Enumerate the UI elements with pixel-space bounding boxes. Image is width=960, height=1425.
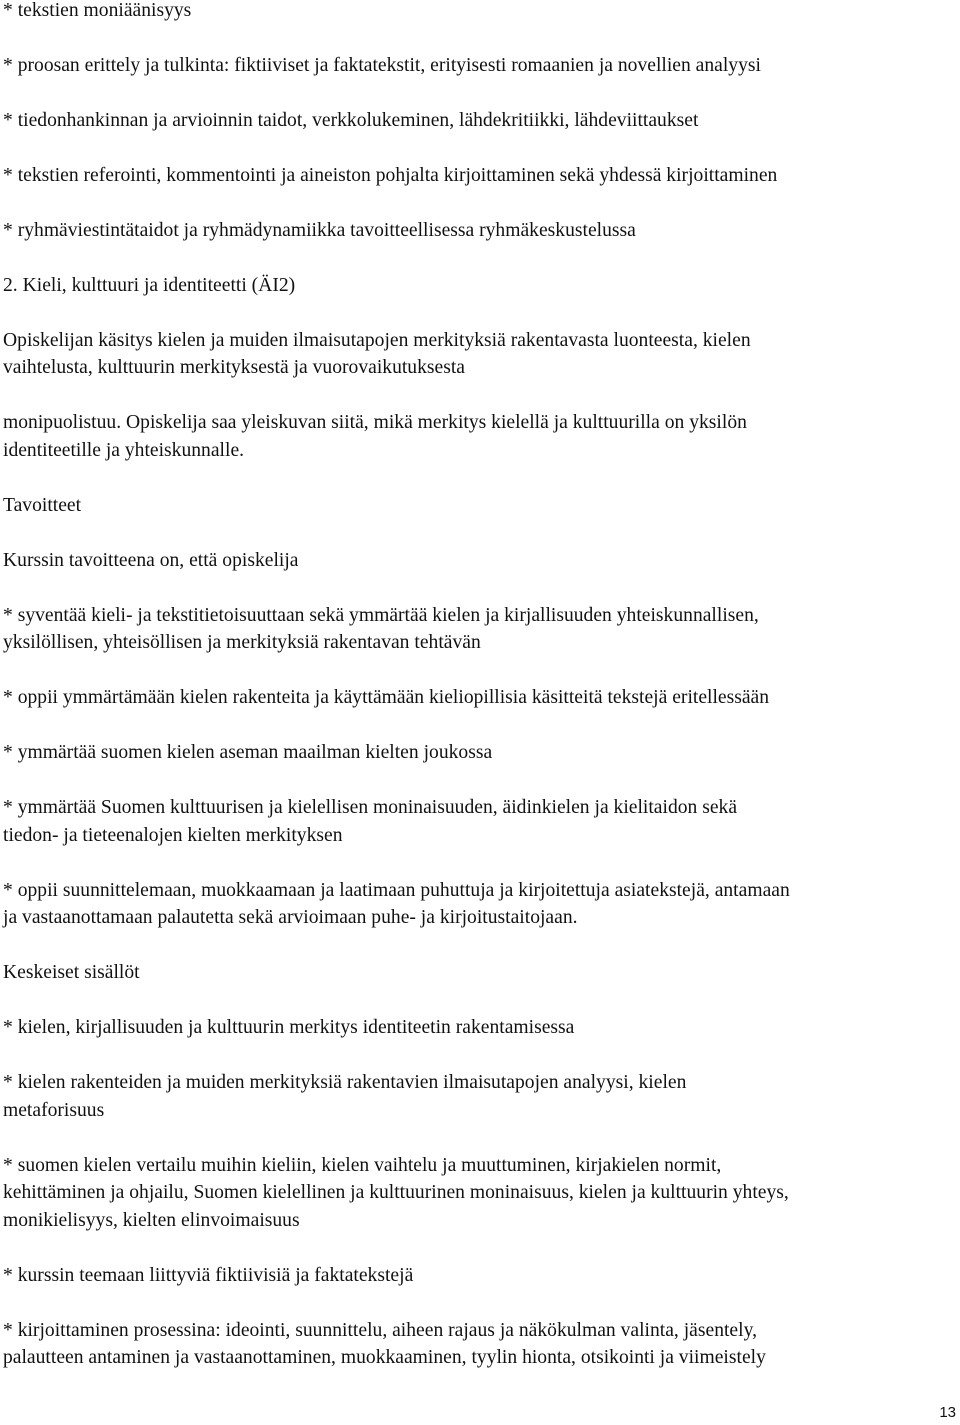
bullet-item: * kielen, kirjallisuuden ja kulttuurin merkitys identiteetin rakentamisessa — [3, 1017, 575, 1038]
bullet-item: * tiedonhankinnan ja arvioinnin taidot, verkkolukeminen, lähdekritiikki, lähdeviittaukset — [3, 110, 699, 131]
bullet-item: * tekstien referointi, kommentointi ja aineiston pohjalta kirjoittaminen sekä yhdessä kirjoittaminen — [3, 165, 778, 186]
body-text-line: vaihtelusta, kulttuurin merkityksestä ja vuorovaikutuksesta — [3, 357, 465, 378]
bullet-item: * proosan erittely ja tulkinta: fiktiiviset ja faktatekstit, erityisesti romaanien ja novellien analyysi — [3, 55, 761, 76]
bullet-item: * oppii suunnittelemaan, muokkaamaan ja laatimaan puhuttuja ja kirjoitettuja asiatekstejä, antamaan — [3, 880, 790, 901]
bullet-item: * syventää kieli- ja tekstitietoisuuttaan sekä ymmärtää kielen ja kirjallisuuden yhteiskunnallisen, — [3, 605, 759, 626]
bullet-item: * kurssin teemaan liittyviä fiktiivisiä ja faktatekstejä — [3, 1265, 414, 1286]
bullet-item-continuation: kehittäminen ja ohjailu, Suomen kielellinen ja kulttuurinen moninaisuus, kielen ja kulttuurin yhteys, — [3, 1182, 789, 1203]
bullet-item: * suomen kielen vertailu muihin kieliin, kielen vaihtelu ja muuttuminen, kirjakielen normit, — [3, 1155, 722, 1176]
bullet-item: * oppii ymmärtämään kielen rakenteita ja käyttämään kieliopillisia käsitteitä tekstejä eritellessään — [3, 687, 770, 708]
bullet-item-continuation: palautteen antaminen ja vastaanottaminen, muokkaaminen, tyylin hionta, otsikointi ja viimeistely — [3, 1347, 766, 1368]
bullet-item: * kirjoittaminen prosessina: ideointi, suunnittelu, aiheen rajaus ja näkökulman valinta, jäsentely, — [3, 1320, 757, 1341]
bullet-item-continuation: tiedon- ja tieteenalojen kielten merkityksen — [3, 825, 343, 846]
body-text-line: monipuolistuu. Opiskelija saa yleiskuvan siitä, mikä merkitys kielellä ja kulttuurilla on yksilön — [3, 412, 747, 433]
bullet-item: * kielen rakenteiden ja muiden merkityksiä rakentavien ilmaisutapojen analyysi, kielen — [3, 1072, 687, 1093]
body-text-line: Kurssin tavoitteena on, että opiskelija — [3, 550, 299, 571]
subheading-key-contents: Keskeiset sisällöt — [3, 962, 140, 983]
bullet-item-continuation: yksilöllisen, yhteisöllisen ja merkityksiä rakentavan tehtävän — [3, 632, 481, 653]
bullet-item: * ymmärtää suomen kielen aseman maailman kielten joukossa — [3, 742, 493, 763]
bullet-item: * tekstien moniäänisyys — [3, 0, 192, 21]
bullet-item: * ymmärtää Suomen kulttuurisen ja kielellisen moninaisuuden, äidinkielen ja kielitaidon sekä — [3, 797, 738, 818]
bullet-item: * ryhmäviestintätaidot ja ryhmädynamiikka tavoitteellisessa ryhmäkeskustelussa — [3, 220, 636, 241]
subheading-goals: Tavoitteet — [3, 495, 82, 516]
body-text-line: Opiskelijan käsitys kielen ja muiden ilmaisutapojen merkityksiä rakentavasta luonteesta, kielen — [3, 330, 751, 351]
bullet-item-continuation: ja vastaanottamaan palautetta sekä arvioimaan puhe- ja kirjoitustaitojaan. — [3, 907, 578, 928]
body-text-line: identiteetille ja yhteiskunnalle. — [3, 440, 245, 461]
bullet-item-continuation: monikielisyys, kielten elinvoimaisuus — [3, 1210, 300, 1231]
bullet-item-continuation: metaforisuus — [3, 1100, 105, 1121]
section-heading: 2. Kieli, kulttuuri ja identiteetti (ÄI2) — [3, 275, 296, 296]
page-number: 13 — [939, 1404, 956, 1421]
